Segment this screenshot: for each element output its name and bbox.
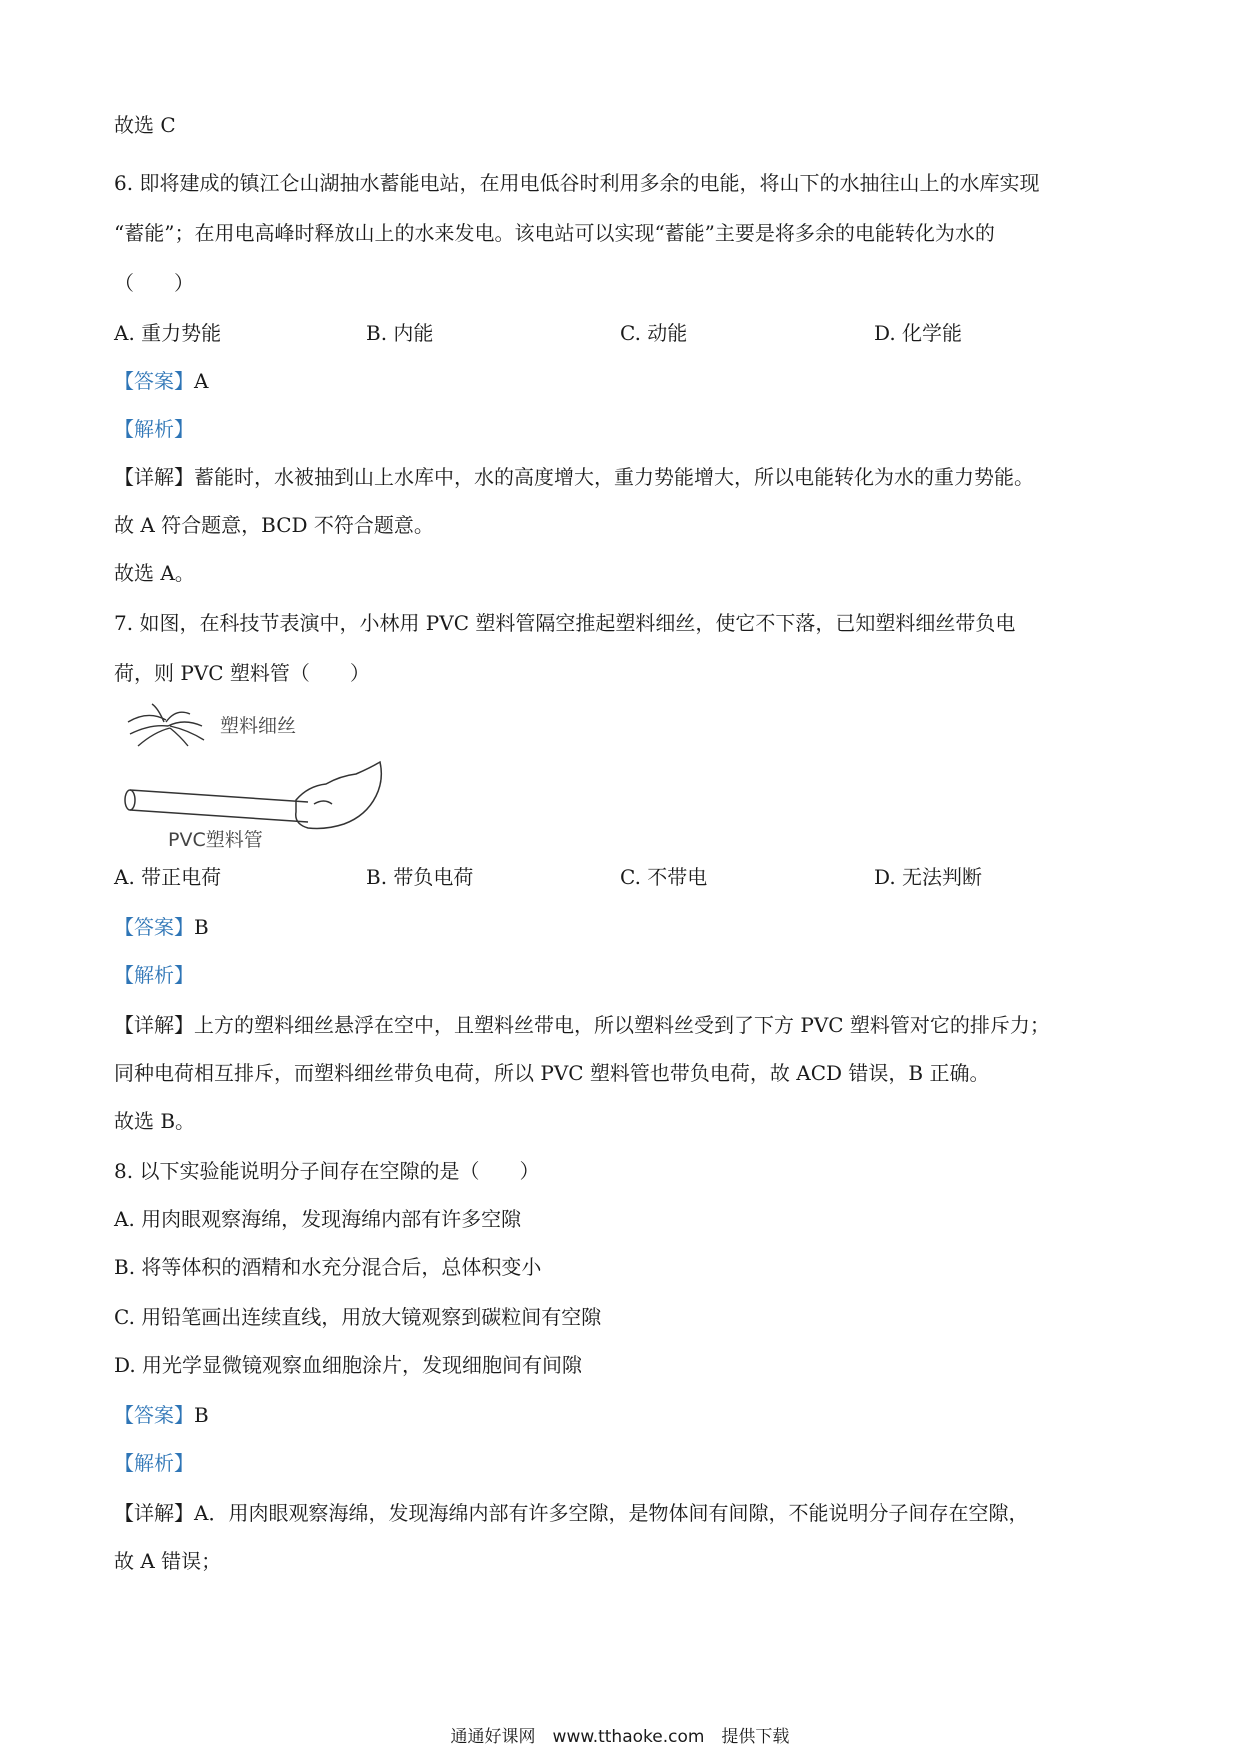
q6-stem-2: “蓄能”；在用电高峰时释放山上的水来发电。该电站可以实现“蓄能”主要是将多余的电能转化为水的 — [114, 221, 995, 245]
answer-line-prev: 故选 C — [114, 113, 176, 137]
q6-conclusion: 故选 A。 — [114, 561, 195, 585]
q6-detail-1 — [114, 462, 1034, 492]
detail-tag: 【详解】 — [114, 465, 194, 489]
figure-label-filament: 塑料细丝 — [220, 715, 297, 737]
detail-tag: 【详解】 — [114, 1013, 194, 1037]
detail-tag: 【详解】 — [114, 1501, 194, 1525]
q7-option-c: C. 不带电 — [620, 865, 708, 889]
q6-option-a: A. 重力势能 — [114, 321, 222, 345]
q7-detail-1 — [114, 1010, 1050, 1040]
q6-analysis-tag: 【解析】 — [114, 417, 194, 441]
answer-tag: 【答案】 — [114, 369, 194, 393]
hand-icon — [296, 762, 382, 829]
q8-detail-2: 故 A 错误； — [114, 1549, 222, 1573]
figure-label-pvc: PVC塑料管 — [168, 829, 263, 850]
q7-option-d: D. 无法判断 — [874, 865, 983, 889]
q6-answer — [114, 366, 208, 396]
answer-value: B — [194, 1403, 209, 1427]
detail-text: 蓄能时，水被抽到山上水库中，水的高度增大，重力势能增大，所以电能转化为水的重力势能。 — [194, 465, 1034, 489]
answer-tag: 【答案】 — [114, 915, 194, 939]
q7-detail-2: 同种电荷相互排斥，而塑料细丝带负电荷，所以 PVC 塑料管也带负电荷，故 ACD 错误，B 正确。 — [114, 1061, 990, 1085]
detail-text: A．用肉眼观察海绵，发现海绵内部有许多空隙，是物体间有间隙，不能说明分子间存在空隙， — [194, 1501, 1029, 1525]
q8-option-b: B. 将等体积的酒精和水充分混合后，总体积变小 — [114, 1255, 542, 1279]
answer-value: B — [194, 915, 209, 939]
q8-option-c: C. 用铅笔画出连续直线，用放大镜观察到碳粒间有空隙 — [114, 1305, 602, 1329]
q8-detail-1 — [114, 1498, 1028, 1528]
q7-option-b: B. 带负电荷 — [366, 865, 474, 889]
pvc-tube-icon — [125, 790, 308, 822]
q8-answer — [114, 1400, 209, 1430]
q6-option-c: C. 动能 — [620, 321, 688, 345]
q6-detail-2: 故 A 符合题意，BCD 不符合题意。 — [114, 513, 434, 537]
q8-option-a: A. 用肉眼观察海绵，发现海绵内部有许多空隙 — [114, 1207, 522, 1231]
pvc-figure — [118, 700, 398, 850]
q6-option-b: B. 内能 — [366, 321, 434, 345]
q8-option-d: D. 用光学显微镜观察血细胞涂片，发现细胞间有间隙 — [114, 1353, 583, 1377]
page-footer: 通通好课网 www.tthaoke.com 提供下载 — [450, 1727, 790, 1747]
q6-stem-3: （ ） — [114, 271, 194, 295]
q6-stem-1: 6. 即将建成的镇江仑山湖抽水蓄能电站，在用电低谷时利用多余的电能，将山下的水抽往山上的水库实现 — [114, 171, 1040, 195]
q7-option-a: A. 带正电荷 — [114, 865, 222, 889]
q7-conclusion: 故选 B。 — [114, 1109, 196, 1133]
q7-stem-2: 荷，则 PVC 塑料管（ ） — [114, 661, 370, 685]
q7-stem-1: 7. 如图，在科技节表演中，小林用 PVC 塑料管隔空推起塑料细丝，使它不下落，已知塑料细丝带负电 — [114, 611, 1016, 635]
q7-analysis-tag: 【解析】 — [114, 963, 194, 987]
plastic-filament-icon — [128, 704, 204, 746]
answer-tag: 【答案】 — [114, 1403, 194, 1427]
detail-text: 上方的塑料细丝悬浮在空中，且塑料丝带电，所以塑料丝受到了下方 PVC 塑料管对它的排斥力； — [194, 1013, 1050, 1037]
q8-analysis-tag: 【解析】 — [114, 1451, 194, 1475]
q6-option-d: D. 化学能 — [874, 321, 963, 345]
q7-answer — [114, 912, 209, 942]
q8-stem: 8. 以下实验能说明分子间存在空隙的是（ ） — [114, 1159, 540, 1183]
answer-value: A — [194, 369, 209, 393]
